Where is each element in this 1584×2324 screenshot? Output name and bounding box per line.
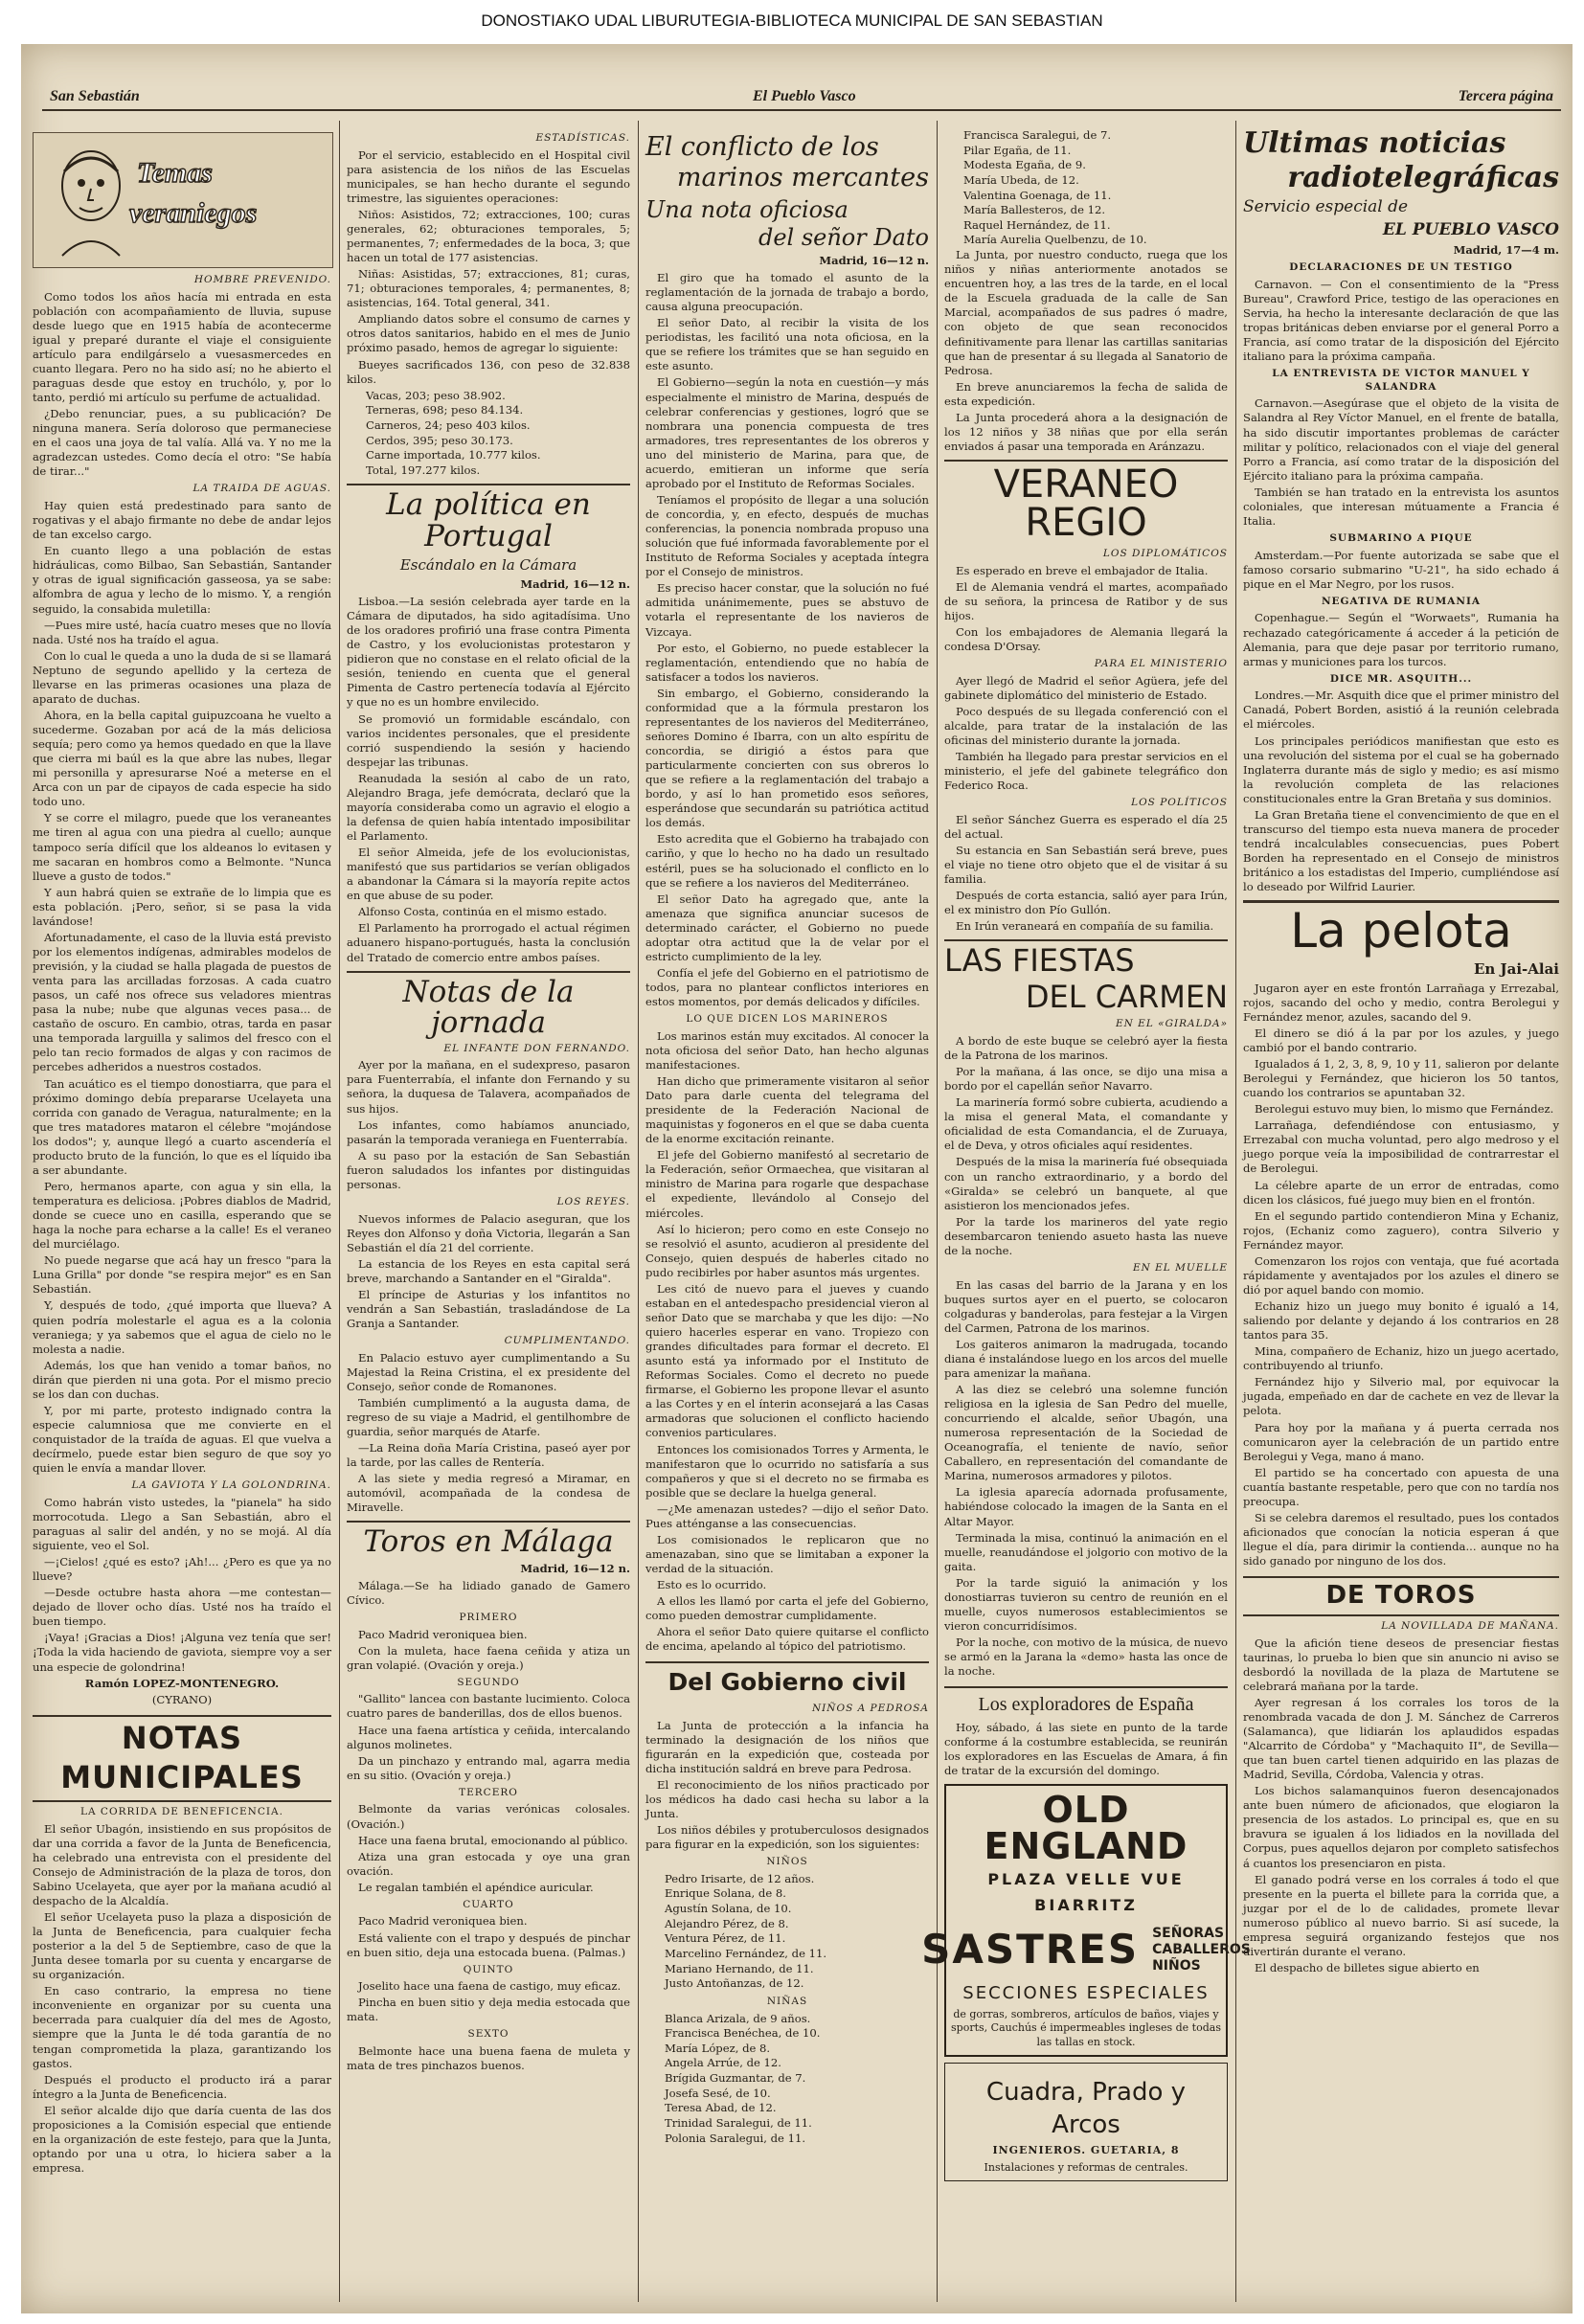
- paragraph: La Junta de protección a la infancia ha terminado la designación de los niños que figurarán en la expedición que, costeada por dicha institución saldrá en breve para Pedrosa.: [645, 1718, 929, 1775]
- paragraph: Por la tarde los marineros del yate regio desembarcaron teniendo asueto hasta las nueve de la noche.: [944, 1214, 1228, 1257]
- bull-number-label: PRIMERO: [459, 1611, 518, 1623]
- list-item: Brígida Guzmantar, de 7.: [665, 2071, 806, 2086]
- paragraph: El reconocimiento de los niños practicado por los médicos ha dado casi hecha su labor a la Junta.: [645, 1777, 929, 1820]
- article-subheadline: del señor Dato: [758, 223, 929, 251]
- list-item: Angela Arrúe, de 12.: [665, 2056, 781, 2070]
- paragraph: Por la mañana, á las once, se dijo una misa a bordo por el capellán señor Navarro.: [944, 1065, 1228, 1094]
- paragraph: En caso contrario, la empresa no tiene inconveniente en organizar por su cuenta una becerrada para cualquier día del mes de Agosto, siempre que la Junta le dé toda garantía de no tengan comprometida la plaza, garantizando los gastos.: [33, 1984, 331, 2070]
- list-item: Alejandro Pérez, de 8.: [665, 1916, 789, 1930]
- paragraph: Reanudada la sesión al cabo de un rato, Alejandro Braga, jefe demócrata, declaró que la mayoría consideraba como un agravio el elogio a la defensa de quien había intentado imposibilitar el Parlamento.: [347, 771, 630, 844]
- paragraph: Berolegui estuvo muy bien, lo mismo que Fernández.: [1255, 1102, 1554, 1117]
- bull-number-label: SEGUNDO: [457, 1676, 520, 1688]
- paragraph: Lisboa.—La sesión celebrada ayer tarde en la Cámara de diputados, ha sido agitadísima. Uno de los oradores profirió una frase contra Pimenta de Castro, y los evolucionistas protestaron y pidieron que no constase en el relato oficial de la sesión, teniendo en cuenta que el general Pimenta de Castro pertenecía todavía al Ejército y que no es un hombre envilecido.: [347, 595, 630, 710]
- paragraph: —¡Cielos! ¿qué es esto? ¡Ah!... ¿Pero es que ya no llueve?: [33, 1555, 331, 1584]
- ad-address: INGENIEROS. GUETARIA, 8: [992, 2143, 1180, 2156]
- paragraph: Para hoy por la mañana y á puerta cerrada nos comunicaron ayer la celebración de un partido entre Berolegui y Vega, mano á mano.: [1243, 1420, 1559, 1463]
- list-item: Valentina Goenaga, de 11.: [963, 188, 1112, 202]
- section-subhead: LA ENTREVISTA DE VICTOR MANUEL Y SALANDRA: [1272, 368, 1530, 393]
- column-2: [347, 128, 630, 2297]
- list-item: Pilar Egaña, de 11.: [963, 143, 1072, 157]
- section-subhead: DECLARACIONES DE UN TESTIGO: [1289, 261, 1513, 274]
- paragraph: ¡Vaya! ¡Gracias a Dios! ¡Alguna vez tenía que ser! ¡Toda la vida haciendo de gaviota, siempre voy a ser una especie de golondrina!: [33, 1631, 331, 1674]
- list-item: Ventura Pérez, de 11.: [665, 1931, 786, 1946]
- paragraph: Londres.—Mr. Asquith dice que el primer ministro del Canadá, Pobert Borden, asistió á la reunión celebrada el miércoles.: [1243, 688, 1559, 732]
- section-subhead: NIÑOS A PEDROSA: [811, 1702, 929, 1714]
- section-subhead: SUBMARINO A PIQUE: [1329, 531, 1473, 544]
- ad-place: PLAZA VELLE VUE: [987, 1870, 1185, 1889]
- paragraph: Ayer por la mañana, en el sudexpreso, pasaron para Fuenterrabía, el infante don Fernando y su señora, la duquesa de Talavera, acompañados de sus hijos.: [347, 1058, 630, 1116]
- section-subhead: LOS DIPLOMÁTICOS: [1102, 548, 1228, 559]
- paragraph: Los comisionados le replicaron que no amenazaban, sino que se limitaban a exponer la verdad de la situación.: [645, 1532, 929, 1576]
- article-headline: VERANEO REGIO: [944, 460, 1228, 542]
- article-subheadline: Escándalo en la Cámara: [399, 555, 577, 574]
- paragraph: El señor Dato, al recibir la visita de los periodistas, les facilitó una nota oficiosa, en la que se refiere los trámites que se han seguido en este asunto.: [645, 316, 929, 373]
- dateline: Madrid, 16—12 n.: [520, 577, 630, 592]
- section-subhead: CUMPLIMENTANDO.: [504, 1335, 630, 1347]
- paragraph: Nuevos informes de Palacio aseguran, que los Reyes don Alfonso y doña Victoria, llegarán a San Sebastián el día 21 del corriente.: [347, 1211, 630, 1254]
- paragraph: A bordo de este buque se celebró ayer la fiesta de la Patrona de los marinos.: [944, 1033, 1228, 1062]
- bull-number-label: TERCERO: [459, 1786, 518, 1798]
- paragraph: Los principales periódicos manifiestan que esto es una revolución del sistema por el cual se ha gobernado Inglaterra durante más de siglo y medio; es así mismo la revolución completa de las relaciones constitucionales entre la Gran Bretaña y sus dominios.: [1243, 733, 1559, 805]
- article-headline: Toros en Málaga: [347, 1521, 630, 1558]
- running-head-left: San Sebastián: [50, 88, 140, 104]
- paragraph: Así lo hicieron; pero como en este Consejo no se resolvió el asunto, acudieron al presidente del Consejo, quien después de haberles citado no pudo recibirles por haber asuntos más urgentes.: [645, 1222, 929, 1279]
- paragraph: Los niños débiles y protuberculosos designados para figurar en la expedición, son los siguientes:: [645, 1822, 929, 1852]
- column-4: [921, 128, 1251, 2297]
- archive-banner: DONOSTIAKO UDAL LIBURUTEGIA-BIBLIOTECA MUNICIPAL DE SAN SEBASTIAN: [0, 0, 1584, 42]
- paragraph: Tan acuático es el tiempo donostiarra, que para el próximo domingo debía prepararse Ucelayeta una corrida con ganado de Veragua, naturalmente; en la que tres matadores mataron el célebre "mojándose los dodos"; y, aunque llegó a cuarto ascendería el producto bruto de la función, lo que es el líquido iba a ser abundante.: [33, 1076, 331, 1177]
- list-item: Pedro Irisarte, de 12 años.: [665, 1871, 815, 1885]
- ad-cuadra-name: Cuadra, Prado y Arcos: [985, 2077, 1187, 2139]
- article-headline: marinos mercantes: [676, 163, 929, 193]
- section-subhead: LA CORRIDA DE BENEFICENCIA.: [80, 1805, 283, 1817]
- running-head-center: El Pueblo Vasco: [753, 88, 856, 104]
- list-item: Polonia Saralegui, de 11.: [665, 2131, 806, 2145]
- paragraph: Terminada la misa, continuó la animación en el muelle, reanudándose el jolgorio con motivo de la gaita.: [944, 1530, 1228, 1573]
- paragraph: Fernández hijo y Silverio mal, por equivocar la jugada, empeñado en dar de cachete en vez de llevar la pelota.: [1243, 1375, 1559, 1418]
- paragraph: Los gaiteros animaron la madrugada, tocando diana é instalándose luego en los arcos del muelle para amenizar la mañana.: [944, 1337, 1228, 1380]
- paragraph: No puede negarse que acá hay un fresco "para la Luna Grilla" por donde "se respira mejor" es en San Sebastián.: [33, 1253, 331, 1297]
- paragraph: Si se celebra daremos el resultado, pues los contados aficionados que conocían la noticia esperan á que llegue el día, para dirimir la contienda... aunque no ha sido ganado por ninguno de los dos.: [1243, 1510, 1559, 1568]
- paragraph: Además, los que han venido a tomar baños, no dirán que pierden ni una gota. Por el mismo precio se los dan con duchas.: [33, 1358, 331, 1401]
- paragraph: Es esperado en breve el embajador de Italia.: [956, 563, 1209, 577]
- paragraph: Hoy, sábado, á las siete en punto de la tarde conforme á la costumbre establecida, se reunirán los exploradores en las Escuelas de Amara, á fin de tratar de la excursión del domingo.: [944, 1721, 1228, 1778]
- column-1: [33, 128, 331, 2297]
- article-headline: radiotelegráficas: [1287, 160, 1559, 194]
- paragraph: Esto acredita que el Gobierno ha trabajado con cariño, y que lo hecho no ha dado un resultado estéril, pues se ha solucionado el conflicto en lo que se refiere a los navieros del Mediterráneo.: [645, 832, 929, 890]
- section-subhead: EL INFANTE DON FERNANDO.: [443, 1042, 630, 1054]
- paragraph: El señor Sánchez Guerra es esperado el día 25 del actual.: [944, 812, 1228, 841]
- column-rule: [1235, 121, 1236, 2302]
- list-item: Trinidad Saralegui, de 11.: [665, 2115, 812, 2130]
- service-line: Servicio especial de: [1243, 197, 1409, 216]
- paragraph: La estancia de los Reyes en esta capital será breve, marchando a Santander en el "Giralda".: [347, 1256, 630, 1285]
- paragraph: Con los embajadores de Alemania llegará la condesa D'Orsay.: [944, 624, 1228, 653]
- list-item: Josefa Sesé, de 10.: [665, 2086, 771, 2100]
- list-item: María Aurelia Quelbenzu, de 10.: [963, 233, 1147, 247]
- paragraph: Niños: Asistidos, 72; extracciones, 100; curas generales, 62; obturaciones temporales, 5; permanentes, 7; enfermedades de la boca, 3; que hacen un total de 177 asistencias.: [347, 207, 630, 265]
- article-headline: El conflicto de los: [645, 132, 879, 162]
- newspaper-page: [21, 44, 1573, 2313]
- paragraph: Ahora, en la bella capital guipuzcoana he vuelto a sucederme. Gozaban por acá de la más deliciosa sequía; pero como ya hemos quedado en que la llave que cierra mi baúl es la que abre las nubes, llegar mi personilla y apresurarse Noé a meterse en el Arca con un par de cipayos de cada especie ha sido todo uno.: [33, 708, 331, 809]
- list-item: Modesta Egaña, de 9.: [963, 158, 1086, 172]
- paragraph: Que la afición tiene deseos de presenciar fiestas taurinas, lo prueba lo bien que sin anuncio ni aviso se desbordó la novillada de la plaza de Martutene se celebrará mañana por la tarde.: [1243, 1636, 1559, 1693]
- paragraph: Está valiente con el trapo y después de pinchar en buen sitio, deja una estocada buena. (Palmas.): [347, 1930, 630, 1959]
- article-headline: La pelota: [1243, 900, 1559, 955]
- paragraph: En Palacio estuvo ayer cumplimentando a Su Majestad la Reina Cristina, el ex presidente del Consejo, señor conde de Romanones.: [347, 1350, 630, 1393]
- paragraph: Por la tarde siguió la animación y los donostiarras tuvieron su centro de reunión en el muelle, cuyos numerosos establecimientos se vieron concurridísimos.: [944, 1575, 1228, 1633]
- boys-list: [645, 1872, 929, 1992]
- ad-gender-women: SEÑORAS: [1152, 1926, 1225, 1942]
- paragraph: —Desde octubre hasta ahora —me contestan— dejado de llover ocho días. Usté nos ha traído el buen tiempo.: [33, 1586, 331, 1629]
- paragraph: Les citó de nuevo para el jueves y cuando estaban en el antedespacho presidencial vieron al señor Dato que se marchaba y que les dijo: —No quiero hacerles esperar en vano. Tropiezo con grandes dificultades para formar el decreto. El asunto está ya informado por el Instituto de Reformas Sociales. Como el decreto no puede firmarse, el Gobierno les propone llevar el asunto a las Cortes y en el ínterin aconsejará a las Casas armadoras que solucionen el conflicto haciendo convenios particulares.: [645, 1281, 929, 1440]
- dateline: Madrid, 16—12 n.: [819, 254, 929, 268]
- paragraph: En las casas del barrio de la Jarana y en los buques surtos ayer en el puerto, se colocaron colgaduras y banderolas, para festejar a la Virgen del Carmen, Patrona de los marinos.: [944, 1277, 1228, 1335]
- paragraph: Hace una faena brutal, emocionando al público.: [358, 1833, 628, 1847]
- article-headline: Del Gobierno civil: [645, 1661, 929, 1699]
- list-item: Agustín Solana, de 10.: [665, 1902, 792, 1916]
- paragraph: Comenzaron los rojos con ventaja, que fué acortada rápidamente y aventajados por los azules el dinero se dió por aquel bando con momio.: [1243, 1253, 1559, 1297]
- column-rule: [339, 121, 340, 2302]
- paragraph: Amsterdam.—Por fuente autorizada se sabe que el famoso corsario submarino "U-21", ha sido echado á pique en el Mar Negro, por los rusos.: [1243, 548, 1559, 591]
- old-england-advertisement: [921, 1784, 1251, 2056]
- list-item: Cerdos, 395; peso 30.173.: [366, 433, 513, 447]
- paragraph: Carnavon.—Asegúrase que el objeto de la visita de Salandra al Rey Víctor Manuel, en el frente de batalla, ha sido discutir importantes problemas de carácter militar y político, relacionados con el viaje del general Porro a Francia, así como tratar de la disposición del Ejército italiano para la próxima campaña.: [1243, 396, 1559, 483]
- cuadra-advertisement: [944, 2063, 1228, 2181]
- bull-number-label: CUARTO: [463, 1898, 514, 1910]
- paragraph: Por la noche, con motivo de la música, de nuevo se armó en la Jarana la «demo» hasta las once de la noche.: [944, 1636, 1228, 1679]
- paragraph: El dinero se dió á la par por los azules, y juego cambió por el bando contrario.: [1243, 1026, 1559, 1054]
- column-rule: [638, 121, 639, 2302]
- paragraph: El señor Ubagón, insistiendo en sus propósitos de dar una corrida a favor de la Junta de Beneficencia, ha celebrado una entrevista con el presidente del Consejo de Administración de la plaza de toros, don Sabino Ucelayeta, que ayer por la mañana acudió al despacho de la Alcaldía.: [33, 1821, 331, 1907]
- column-3: [645, 128, 929, 2297]
- paragraph: Igualados á 1, 2, 3, 8, 9, 10 y 11, salieron por delante Berolegui y Fernández, que hicieron los 50 tantos, cuando los contrarios se apuntaban 32.: [1243, 1057, 1559, 1100]
- paragraph: Por esto, el Gobierno, no puede establecer la reglamentación, entendiendo que no había de satisfacer a todos los navieros.: [645, 641, 929, 684]
- paragraph: "Gallito" lancea con bastante lucimiento. Coloca cuatro pares de banderillas, dos de ellos buenos.: [347, 1692, 630, 1721]
- paragraph: El despacho de billetes sigue abierto en: [1255, 1960, 1480, 1974]
- paragraph: La Gran Bretaña tiene el convencimiento de que en el transcurso del tiempo esta nueva manera de proceder tendrá incalculables consecuencias, pues Pobert Borden ha representado en el Consejo de ministros británico a los estadistas del Imperio, cumpliéndose así lo deseado por Wilfrid Laurier.: [1243, 807, 1559, 894]
- running-head: [42, 84, 1561, 111]
- paragraph: El Parlamento ha prorrogado el actual régimen aduanero hispano-portugués, hasta la conclusión del Tratado de comercio entre ambos países.: [347, 921, 630, 964]
- ad-sastres: SASTRES: [921, 1926, 1140, 1974]
- list-item: Enrique Solana, de 8.: [665, 1886, 786, 1901]
- section-subhead: ESTADÍSTICAS.: [535, 132, 630, 144]
- paragraph: Ayer regresan á los corrales los toros de la renombrada vacada de don J. M. Sánchez de Carreros (Salamanca), que lidiarán los aplaudidos espadas "Alcarrito de Córdoba" y "Machaquito II", de Sevilla—que tan buen cartel tienen adquirido en las plazas de Madrid, Sevilla, Córdoba, Valencia y otras.: [1243, 1695, 1559, 1782]
- list-item: Raquel Hernández, de 11.: [963, 217, 1111, 232]
- paragraph: Y, después de todo, ¿qué importa que llueva? A quien podría molestarle el agua es a la colonia veraniega; y ya sabemos que el agua de cielo no le molesta a nadie.: [33, 1298, 331, 1356]
- ad-gender-children: NIÑOS: [1152, 1957, 1201, 1974]
- paragraph: Paco Madrid veroniquea bien.: [358, 1914, 528, 1929]
- paragraph: Los bichos salamanquinos fueron desencajonados ante buen número de aficionados, que elogiaron la presencia de los astados. Lo principal es, que en su bravura se igualen á los lidiados en la novillada del Corpus, pues aquellos dejaron por completo satisfechos á cuantos los presenciaron en pista.: [1243, 1784, 1559, 1870]
- paragraph: También ha llegado para prestar servicios en el ministerio, el jefe del gabinete telegráfico don Federico Roca.: [944, 749, 1228, 793]
- paragraph: —¿Me amenazan ustedes? —dijo el señor Dato. Pues atténganse a las consecuencias.: [645, 1501, 929, 1530]
- paragraph: A ellos les llamó por carta el jefe del Gobierno, como pueden demostrar cumplidamente.: [645, 1594, 929, 1623]
- paragraph: También se han tratado en la entrevista los asuntos coloniales, que interesan mútuamente a Francia é Italia.: [1243, 485, 1559, 528]
- paragraph: Por el servicio, establecido en el Hospital civil para asistencia de los niños de las Escuelas municipales, se han hecho durante el segundo trimestre, las siguientes operaciones:: [347, 147, 630, 205]
- paragraph: A las diez se celebró una solemne función religiosa en la iglesia de San Pedro del muelle, concurriendo el alcalde, señor Ubagón, una numerosa representación de la Sociedad de Oceanografía, el teniente de navío, señor Caballero, en representación del comandante de Marina, numerosos armadores y pilotos.: [944, 1382, 1228, 1483]
- article-headline: Notas de la jornada: [347, 971, 630, 1039]
- paragraph: Con lo cual le queda a uno la duda de si se llamará Neptuno de segundo apellido y la certeza de llevarse en las primeras ocasiones una plaza de aparato de duchas.: [33, 648, 331, 706]
- paragraph: El señor Almeida, jefe de los evolucionistas, manifestó que sus partidarios se verían obligados a abandonar la Cámara si la mayoría repite actos en que abuse de su poder.: [347, 846, 630, 903]
- list-item: María Ballesteros, de 12.: [963, 203, 1106, 217]
- paragraph: Y aun habrá quien se extrañe de lo limpia que es esta población. ¡Pero, señor, si se pasa la vida lavándose!: [33, 885, 331, 928]
- paragraph: Poco después de su llegada conferenció con el alcalde, para tratar de la instalación de las oficinas del ministerio durante la jornada.: [944, 704, 1228, 747]
- paragraph: Los marinos están muy excitados. Al conocer la nota oficiosa del señor Dato, han hecho algunas manifestaciones.: [645, 1028, 929, 1072]
- paragraph: Han dicho que primeramente visitaron al señor Dato para darle cuenta del telegrama del presidente de la Federación Nacional de maquinistas y fogoneros en el que se daba cuenta de la enorme excitación reinante.: [645, 1073, 929, 1146]
- meat-list: [347, 389, 630, 479]
- paragraph: ¿Debo renunciar, pues, a su publicación? De ninguna manera. Sería doloroso que permaneciese en el caos una joya de tal valía. Allá va. Y no me la agradezcan ustedes. Como decía el otro: "Se había de tirar...": [33, 407, 331, 479]
- section-subhead: DICE MR. ASQUITH...: [1329, 672, 1473, 685]
- paragraph: Después el producto el producto irá a parar íntegro a la Junta de Beneficencia.: [33, 2072, 331, 2101]
- paragraph: —La Reina doña María Cristina, paseó ayer por la tarde, por las calles de Rentería.: [347, 1441, 630, 1470]
- ad-description: de gorras, sombreros, artículos de baños, viajes y sports, Cauchús é impermeables ingleses de todas las tallas en stock.: [951, 2008, 1221, 2048]
- article-subheadline: En Jai-Alai: [1473, 960, 1559, 979]
- article-subheadline: Una nota oficiosa: [645, 195, 849, 223]
- paragraph: Los infantes, como habíamos anunciado, pasarán la temporada veraniega en Fuenterrabía.: [347, 1117, 630, 1146]
- section-subhead: LO QUE DICEN LOS MARINEROS: [686, 1013, 889, 1026]
- paragraph: Ampliando datos sobre el consumo de carnes y otros datos sanitarios, habido en el mes de Junio próximo pasado, hemos de agregar lo siguiente:: [347, 312, 630, 355]
- paragraph: También cumplimentó a la augusta dama, de regreso de su viaje a Madrid, el gentilhombre de guardia, señor marqués de Atarfe.: [347, 1395, 630, 1438]
- ad-footer-text: Instalaciones y reformas de centrales.: [984, 2160, 1188, 2174]
- paragraph: Jugaron ayer en este frontón Larrañaga y Errezabal, rojos, sacando del ocho y medio, contra Berolegui y Fernández menor, azules, sacando del 9.: [1243, 981, 1559, 1024]
- paragraph: Joselito hace una faena de castigo, muy eficaz.: [358, 1979, 622, 1994]
- author-signature: Ramón LOPEZ-MONTENEGRO.: [84, 1676, 280, 1690]
- paragraph: Hay quien está predestinado para santo de rogativas y el abajo firmante no debe de andar lejos de tan excelso cargo.: [33, 499, 331, 542]
- paragraph: El ganado podrá verse en los corrales á todo el que presente en la puerta el billete para la corrida que, a juzgar por el de lo de calidades, promete llevar numeroso público al nuevo barrio. Si así sucede, la empresa seguirá organizando festejos que nos divertirán durante el verano.: [1243, 1872, 1559, 1958]
- ad-genders: [1152, 1926, 1251, 1974]
- paragraph: Entonces los comisionados Torres y Armenta, le manifestaron que lo ocurrido no satisfaría a sus compañeros y que si el decreto no se firmaba es posible que se declare la huelga general.: [645, 1442, 929, 1500]
- section-subhead: NEGATIVA DE RUMANIA: [1321, 595, 1482, 607]
- paragraph: Echaniz hizo un juego muy bonito é igualó a 14, saliendo por delante y dejando á los contrarios en 28 tantos para 35.: [1243, 1299, 1559, 1343]
- section-subhead: LA TRAIDA DE AGUAS.: [192, 483, 331, 495]
- paragraph: El príncipe de Asturias y los infantitos no vendrán a San Sebastián, trasladándose de La Granja a Santander.: [347, 1287, 630, 1330]
- list-item: María López, de 8.: [665, 2041, 771, 2055]
- paragraph: La iglesia aparecía adornada profusamente, habiéndose colocado la imagen de la Santa en el Altar Mayor.: [944, 1485, 1228, 1528]
- section-subhead: LA NOVILLADA DE MAÑANA.: [1381, 1619, 1559, 1632]
- paragraph: El giro que ha tomado el asunto de la reglamentación de la jornada de trabajo a bordo, causa alguna preocupación.: [645, 271, 929, 314]
- temas-title-line1: Temas: [137, 157, 213, 189]
- list-item: Vacas, 203; peso 38.902.: [366, 388, 506, 402]
- paragraph: Afortunadamente, el caso de la lluvia está previsto por los elementos indígenas, admirables modelos de previsión, y la ciudad se halla plagada de puestos de venta para las arcilladas forzosas. A cada cuatro pasos, un café nos ofrece sus veladores mientras pasa la nube; nube que algunas veces pasa... de castaño de oscuro. En cambio, otras, tarda en pasar una temporada larguilla y salimos del fresco con el pelo tan recio formados de algas y con racimos de percebes adheridos a nuestros costados.: [33, 930, 331, 1074]
- list-heading: NIÑOS: [766, 1856, 808, 1868]
- paragraph: Bueyes sacrificados 136, con peso de 32.838 kilos.: [347, 357, 630, 386]
- paragraph: Copenhague.— Según el "Worwaets", Rumania ha rechazado categóricamente á acceder á la petición de Alemania, para que deje pasar por territorio rumano, armas y municiones para los turcos.: [1243, 611, 1559, 668]
- paragraph: Después de la misa la marinería fué obsequiada con un rancho extraordinario, y a bordo del «Giralda» se celebró un banquete, al que asistieron los mencionados jefes.: [944, 1155, 1228, 1212]
- author-alias: (CYRANO): [151, 1692, 213, 1706]
- notas-municipales-heading: NOTAS MUNICIPALES: [33, 1715, 331, 1802]
- list-item: María Ubeda, de 12.: [963, 172, 1079, 187]
- article-headline: LAS FIESTAS: [944, 939, 1228, 976]
- temas-veraniegos-illustration: [33, 132, 333, 268]
- paragraph: Después de corta estancia, salió ayer para Irún, el ex ministro don Pío Gullón.: [944, 889, 1228, 917]
- girls-list-continued: [944, 128, 1228, 248]
- paragraph: Ahora el señor Dato quiere quitarse el conflicto de encima, apelando al tópico del patriotismo.: [645, 1625, 929, 1654]
- paragraph: Paco Madrid veroniquea bien.: [358, 1627, 528, 1641]
- paragraph: El señor Dato ha agregado que, ante la amenaza que significa anunciar sucesos de determinado carácter, el Gobierno no puede adoptar otra actitud que la de velar por el estricto cumplimiento de la ley.: [645, 891, 929, 963]
- article-headline: La política en Portugal: [347, 484, 630, 552]
- paragraph: Como todos los años hacía mi entrada en esta población con acompañamiento de lluvia, supuse desde luego que en 1915 había de acontecerme igual y preparé durante el viaje el consiguiente artículo para endilgárselo a vuesasmercedes en cuanto llegara. Pero no ha sido así; no he abierto el paraguas desde que estoy en truchólo, y, por lo tanto, perdió mi artículo su perfume de actualidad.: [33, 289, 331, 405]
- paragraph: El Gobierno—según la nota en cuestión—y más especialmente el ministro de Marina, después de celebrar conferencias y gestiones, logró que se nombrara una ponencia compuesta de tres armadores, tres representantes de los obreros y uno del ministerio de Marina, para que, de acuerdo, emitieran un informe que sería aprobado por el Instituto de Reformas Sociales.: [645, 375, 929, 490]
- paragraph: Pero, hermanos aparte, con agua y sin ella, la temperatura es deliciosa. ¡Pobres diablos de Madrid, donde se cuece uno en casilla, esperando que se haga la noche para echarse a la calle! Es el veraneo del murciélago.: [33, 1179, 331, 1252]
- girls-list: [645, 2012, 929, 2147]
- column-5: [1243, 128, 1559, 2297]
- list-item: Blanca Arizala, de 9 años.: [665, 2011, 811, 2025]
- paragraph: Y se corre el milagro, puede que los veraneantes me tiren al agua con una piedra al cuello; aunque tampoco sería difícil que los aldeanos lo evitasen y me sacaran en hombros como a Belmonte. "Nunca llueve a gusto de todos.": [33, 811, 331, 883]
- paragraph: Belmonte hace una buena faena de muleta y mata de tres pinchazos buenos.: [347, 2044, 630, 2073]
- paragraph: Es preciso hacer constar, que la solución no fué admitida unánimemente, pues se abstuvo de votarla el representante de los navieros de Vizcaya.: [645, 581, 929, 639]
- service-paper: EL PUEBLO VASCO: [1382, 220, 1559, 240]
- article-headline: DE TOROS: [1243, 1576, 1559, 1616]
- running-head-right: Tercera página: [1458, 88, 1553, 104]
- paragraph: La célebre aparte de un error de entradas, como dicen los clásicos, fué juego muy bien en el frontón.: [1243, 1178, 1559, 1207]
- list-item: Marcelino Fernández, de 11.: [665, 1946, 827, 1960]
- bull-number-label: SEXTO: [467, 2028, 509, 2041]
- paragraph: Esto es lo ocurrido.: [657, 1578, 767, 1592]
- paragraph: Mina, compañero de Echaniz, hizo un juego acertado, contribuyendo al triunfo.: [1243, 1344, 1559, 1373]
- paragraph: En el segundo partido contendieron Mina y Echaniz, rojos, (Echaniz como zaguero), contra Silverio y Fernández mayor.: [1243, 1208, 1559, 1252]
- paragraph: Pincha en buen sitio y deja media estocada que mata.: [347, 1996, 630, 2024]
- list-item: Francisca Benéchea, de 10.: [665, 2026, 821, 2041]
- paragraph: Teníamos el propósito de llegar a una solución de concordia, y, en efecto, después de muchas conferencias, la ponencia nombrada propuso una solución que fué informada favorablemente por el Instituto de Reforma Sociales y aceptada íntegra por el Consejo de ministros.: [645, 492, 929, 579]
- paragraph: A su paso por la estación de San Sebastián fueron saludados los infantes por distinguidas personas.: [347, 1148, 630, 1191]
- paragraph: En Irún veraneará en compañía de su familia.: [956, 919, 1214, 934]
- paragraph: Niñas: Asistidas, 57; extracciones, 81; curas, 71; obturaciones temporales, 4; permanentes, 8; asistencias, 164. Total general, 341.: [347, 267, 630, 310]
- paragraph: A las siete y media regresó a Miramar, en automóvil, acompañada de la condesa de Miravelle.: [347, 1472, 630, 1515]
- paragraph: —Pues mire usté, hacía cuatro meses que no llovía nada. Usté nos ha traído el agua.: [33, 618, 331, 646]
- list-heading: NIÑAS: [766, 1995, 808, 2007]
- temas-title-line2: veraniegos: [129, 197, 258, 229]
- paragraph: Carnavon. — Con el consentimiento de la "Press Bureau", Crawford Price, testigo de las operaciones en Servia, ha hecho la interesante declaración de que las tropas británicas deben enviarse por el general Porro a Francia, así como tratar de la disposición del Ejército italiano para la próxima campaña.: [1243, 277, 1559, 364]
- paragraph: La marinería formó sobre cubierta, acudiendo a la misa el general Mata, el comandante y oficialidad de esta Comandancia, el de Zuruaya, el de Deva, y otros oficiales aquí residentes.: [944, 1095, 1228, 1153]
- paragraph: Hace una faena artística y ceñida, intercalando algunos molinetes.: [347, 1723, 630, 1751]
- list-item: Mariano Hernando, de 11.: [665, 1961, 814, 1975]
- paragraph: Sin embargo, el Gobierno, considerando la conformidad que a la fórmula prestaron los representantes de los navieros del Mediterráneo, señores Domino é Ibarra, con un alto espíritu de concordia, se dirigió a éstos para que particularmente concierten con sus obreros lo que se refiere a la reglamentación del trabajo a bordo, y así lo han prometido esos señores, esperándose que secundarán su patriótica actitud los demás.: [645, 686, 929, 830]
- paragraph: El señor alcalde dijo que daría cuenta de las dos proposiciones a la Comisión especial que entiende en la organización de este festejo, para que la Junta, optando por una u otra, lo hiciera saber a la empresa.: [33, 2103, 331, 2175]
- section-subhead: EN EL «GIRALDA»: [1115, 1018, 1228, 1030]
- list-item: Carneros, 24; peso 403 kilos.: [366, 417, 531, 432]
- article-headline: DEL CARMEN: [1025, 979, 1228, 1016]
- paragraph: Larrañaga, defendiéndose con entusiasmo, y Errezabal con mucha voluntad, pero algo medroso y el juego porque veía la imposibilidad de contrarrestar el de Berolegui.: [1243, 1118, 1559, 1176]
- list-item: Francisca Saralegui, de 7.: [963, 128, 1112, 142]
- paragraph: Ayer llegó de Madrid el señor Agüera, jefe del gabinete diplomático del ministerio de Estado.: [944, 673, 1228, 702]
- paragraph: Confía el jefe del Gobierno en el patriotismo de todos, para no plantear conflictos interiores en estos momentos, por demás delicados y difíciles.: [645, 965, 929, 1009]
- ad-city: BIARRITZ: [1034, 1896, 1138, 1915]
- paragraph: El señor Ucelayeta puso la plaza a disposición de la Junta de Beneficencia, para cualquier fecha posterior a la del 5 de Septiembre, caso de que la Junta desee tomarla por su cuenta y encargarse de su organización.: [33, 1909, 331, 1982]
- paragraph: Su estancia en San Sebastián será breve, pues el viaje no tiene otro objeto que el de visitar á su familia.: [944, 843, 1228, 887]
- dateline: Madrid, 16—12 n.: [520, 1561, 630, 1575]
- paragraph: Y, por mi parte, protesto indignado contra la especie calumniosa que me convierte en el conquistador de la traída de aguas. El que vuelva a decírmelo, puede estar bien seguro de que soy yo quien le envía a mandar llover.: [33, 1403, 331, 1476]
- paragraph: Con la muleta, hace faena ceñida y atiza un gran volapié. (Ovación y oreja.): [347, 1643, 630, 1672]
- section-subhead: LOS POLÍTICOS: [1131, 797, 1228, 809]
- list-item: Teresa Abad, de 12.: [665, 2101, 777, 2115]
- paragraph: En breve anunciaremos la fecha de salida de esta expedición.: [944, 379, 1228, 408]
- section-subhead: HOMBRE PREVENIDO.: [193, 274, 331, 285]
- section-subhead: LA GAVIOTA Y LA GOLONDRINA.: [131, 1479, 331, 1492]
- paragraph: El jefe del Gobierno manifestó al secretario de la Federación, señor Ormaechea, que visitaran al ministro de Marina para rogarle que despachase el expediente, llevándolo al Consejo del miércoles.: [645, 1148, 929, 1220]
- ad-sastres-row: [921, 1924, 1251, 1976]
- list-item: Carne importada, 10.777 kilos.: [366, 448, 541, 463]
- paragraph: El de Alemania vendrá el martes, acompañado de su señora, la princesa de Ratibor y de sus hijos.: [944, 579, 1228, 622]
- section-subhead: LOS REYES.: [556, 1195, 630, 1207]
- paragraph: Atiza una gran estocada y oye una gran ovación.: [347, 1849, 630, 1878]
- ad-brand-name: OLD ENGLAND: [984, 1789, 1188, 1868]
- paragraph: La Junta, por nuestro conducto, ruega que los niños y niñas anteriormente anotados se encuentren hoy, a las tres de la tarde, en el local de la Escuela graduada de la calle de San Marcial, acompañados de sus padres ó madre, con objeto de que sean reconocidos definitivamente para llenar las cartillas sanitarias que han de presentar á su llegada al Sanatorio de Pedrosa.: [944, 248, 1228, 377]
- ad-sections-title: SECCIONES ESPECIALES: [962, 1982, 1210, 2003]
- article-headline: Los exploradores de España: [944, 1686, 1228, 1717]
- bull-number-label: QUINTO: [463, 1963, 514, 1975]
- paragraph: El partido se ha concertado con apuesta de una cuantía bastante respetable, pero que con no tardía nos preocupa.: [1243, 1465, 1559, 1508]
- list-item: Terneras, 698; peso 84.134.: [366, 403, 524, 417]
- paragraph: Da un pinchazo y entrando mal, agarra media en su sitio. (Ovación y oreja.): [347, 1753, 630, 1782]
- paragraph: En cuanto llego a una población de estas hidráulicas, como Bilbao, San Sebastián, Santander y otras de igual significación gasseosa, ya se sabe: alfombra de agua y lecho de lo mismo. Y, a rengión seguido, la consabida muletilla:: [33, 544, 331, 616]
- section-subhead: PARA EL MINISTERIO: [1094, 658, 1228, 670]
- caricature-icon: [43, 143, 139, 258]
- paragraph: Málaga.—Se ha lidiado ganado de Gamero Cívico.: [347, 1578, 630, 1607]
- list-item: Justo Antoñanzas, de 12.: [665, 1976, 804, 1991]
- list-item: Total, 197.277 kilos.: [366, 463, 481, 477]
- ad-gender-men: CABALLEROS: [1152, 1941, 1251, 1957]
- paragraph: Como habrán visto ustedes, la "pianela" ha sido morrocotuda. Llego a San Sebastián, abro el paraguas al salir del andén, y no se mojá. Al día siguiente, veo el Sol.: [33, 1495, 331, 1553]
- paragraph: Alfonso Costa, continúa en el mismo estado.: [358, 905, 607, 919]
- paragraph: La Junta procederá ahora a la designación de los 12 niños y 38 niñas que por ella serán enviados á pasar una temporada en Aránzazu.: [944, 410, 1228, 453]
- paragraph: Le regalan también el apéndice auricular.: [358, 1880, 594, 1894]
- dateline: Madrid, 17—4 m.: [1453, 243, 1559, 258]
- paragraph: Belmonte da varias verónicas colosales. (Ovación.): [347, 1802, 630, 1831]
- section-subhead: EN EL MUELLE: [1132, 1261, 1228, 1274]
- paragraph: Se promovió un formidable escándalo, con varios incidentes personales, que el presidente corrió suspendiendo la sesión y haciendo despejar las tribunas.: [347, 711, 630, 769]
- article-headline: Ultimas noticias: [1243, 126, 1506, 160]
